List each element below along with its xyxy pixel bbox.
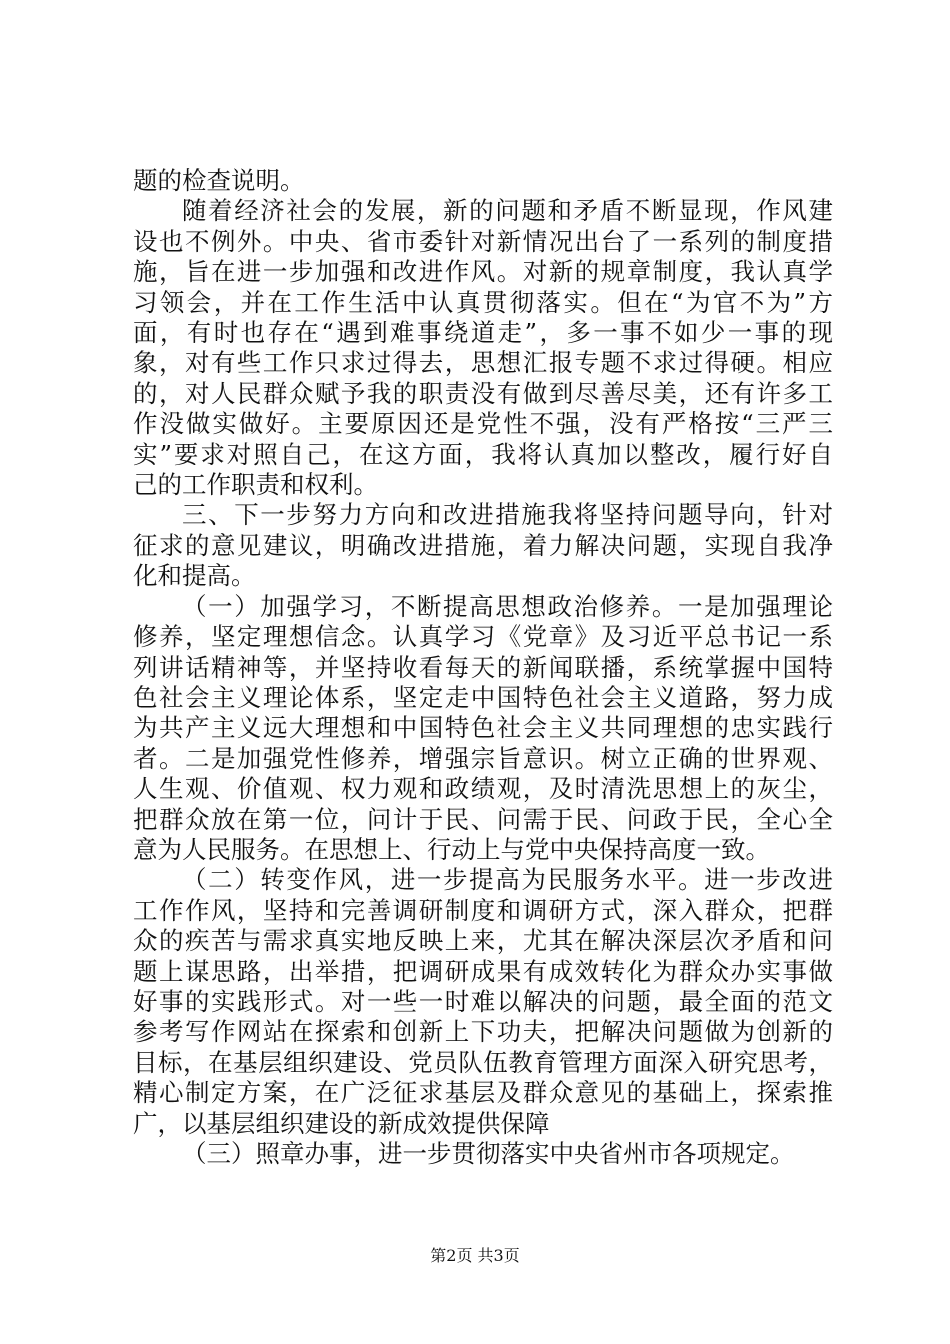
- text-line: 题上谋思路，出举措，把调研成果有成效转化为群众办实事做: [133, 956, 833, 986]
- text-line: 题的检查说明。: [133, 166, 305, 195]
- text-line: 面，有时也存在“遇到难事绕道走”，多一事不如少一事的现: [133, 318, 833, 348]
- text-line: 随着经济社会的发展，新的问题和矛盾不断显现，作风建: [182, 196, 833, 226]
- text-line: 参考写作网站在探索和创新上下功夫，把解决问题做为创新的: [133, 1017, 833, 1047]
- text-line: （三）照章办事，进一步贯彻落实中央省州市各项规定。: [182, 1139, 795, 1168]
- text-line: 施，旨在进一步加强和改进作风。对新的规章制度，我认真学: [133, 257, 833, 287]
- text-line: 作没做实做好。主要原因还是党性不强，没有严格按“三严三: [133, 409, 833, 439]
- text-line: 为共产主义远大理想和中国特色社会主义共同理想的忠实践行: [133, 713, 833, 743]
- text-line: 工作作风，坚持和完善调研制度和调研方式，深入群众，把群: [133, 895, 833, 925]
- text-line: 己的工作职责和权利。: [133, 470, 378, 500]
- text-line: 征求的意见建议，明确改进措施，着力解决问题，实现自我净: [133, 530, 833, 560]
- text-line: 把群众放在第一位，问计于民、问需于民、问政于民，全心全: [133, 804, 833, 834]
- text-line: （二）转变作风，进一步提高为民服务水平。进一步改进: [182, 865, 833, 895]
- page-footer: 第2页 共3页: [430, 1246, 520, 1265]
- text-line: 目标，在基层组织建设、党员队伍教育管理方面深入研究思考，: [133, 1047, 833, 1077]
- text-line: 化和提高。: [133, 561, 256, 591]
- text-line: 修养，坚定理想信念。认真学习《党章》及习近平总书记一系: [133, 622, 833, 652]
- text-line: 象，对有些工作只求过得去，思想汇报专题不求过得硬。相应: [133, 348, 833, 378]
- text-line: 广，以基层组织建设的新成效提供保障: [133, 1108, 550, 1138]
- text-line: 习领会，并在工作生活中认真贯彻落实。但在“为官不为”方: [133, 287, 833, 317]
- text-line: 三、下一步努力方向和改进措施我将坚持问题导向，针对: [182, 500, 833, 530]
- text-line: 精心制定方案，在广泛征求基层及群众意见的基础上，探索推: [133, 1078, 833, 1108]
- text-line: 众的疾苦与需求真实地反映上来，尤其在解决深层次矛盾和问: [133, 926, 833, 956]
- text-line: 的，对人民群众赋予我的职责没有做到尽善尽美，还有许多工: [133, 378, 833, 408]
- text-line: 色社会主义理论体系，坚定走中国特色社会主义道路，努力成: [133, 682, 833, 712]
- document-body: [133, 166, 833, 1169]
- text-line: 实”要求对照自己，在这方面，我将认真加以整改，履行好自: [133, 439, 833, 469]
- text-line: 列讲话精神等，并坚持收看每天的新闻联播，系统掌握中国特: [133, 652, 833, 682]
- text-line: 好事的实践形式。对一些一时难以解决的问题，最全面的范文: [133, 986, 833, 1016]
- text-line: （一）加强学习，不断提高思想政治修养。一是加强理论: [182, 591, 833, 621]
- text-line: 者。二是加强党性修养，增强宗旨意识。树立正确的世界观、: [133, 743, 833, 773]
- text-line: 人生观、价值观、权力观和政绩观，及时清洗思想上的灰尘，: [133, 774, 833, 804]
- text-line: 设也不例外。中央、省市委针对新情况出台了一系列的制度措: [133, 226, 833, 256]
- text-line: 意为人民服务。在思想上、行动上与党中央保持高度一致。: [133, 834, 770, 864]
